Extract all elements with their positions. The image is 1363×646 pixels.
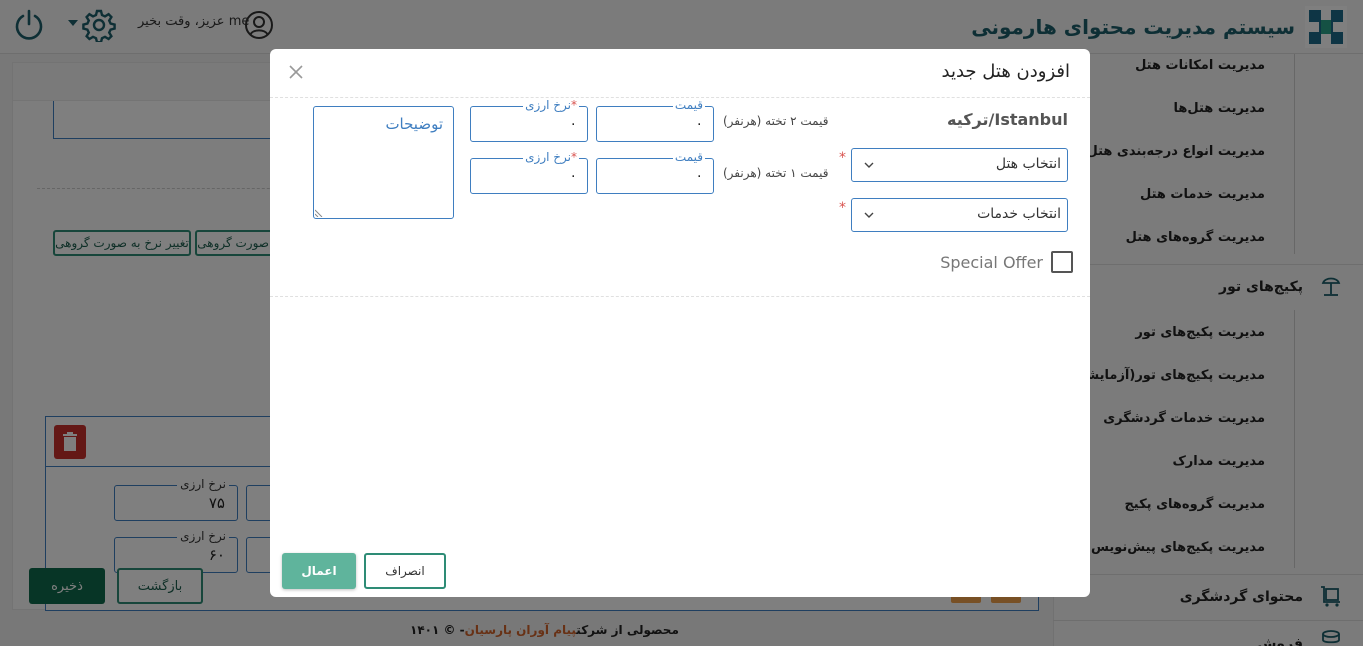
currency-field-label	[523, 98, 579, 112]
price-1bed-field[interactable]	[596, 150, 714, 194]
price-1bed-label: قیمت ۱ تخته (هرنفر)	[723, 166, 829, 180]
description-placeholder: توضیحات	[385, 115, 443, 133]
required-mark: *	[571, 150, 577, 164]
price-field-label: قیمت	[674, 150, 703, 164]
required-mark: *	[839, 200, 846, 216]
modal-body-divider	[270, 296, 1090, 297]
special-offer-option[interactable]	[940, 251, 1073, 273]
hotel-select-placeholder: انتخاب هتل	[995, 156, 1061, 172]
price-1bed-value: ۰	[695, 168, 703, 184]
hotel-select[interactable]	[851, 148, 1068, 182]
add-hotel-modal	[270, 49, 1090, 597]
price-field-label: قیمت	[674, 98, 703, 112]
price-2bed-field[interactable]	[596, 98, 714, 142]
currency-field-label	[523, 150, 579, 164]
currency-2bed-field[interactable]	[470, 98, 588, 142]
destination-label: Istanbul/ترکیه	[947, 110, 1068, 129]
currency-1bed-field[interactable]	[470, 150, 588, 194]
special-offer-label: Special Offer	[940, 252, 1043, 272]
price-2bed-value: ۰	[695, 116, 703, 132]
services-select-placeholder: انتخاب خدمات	[977, 206, 1061, 222]
resize-grip-icon[interactable]	[315, 209, 323, 217]
close-icon[interactable]	[288, 64, 304, 80]
required-mark: *	[571, 98, 577, 112]
services-select[interactable]	[851, 198, 1068, 232]
currency-2bed-value: ۰	[569, 116, 577, 132]
currency-field-label-text: نرخ ارزی	[525, 98, 571, 112]
apply-button[interactable]: اعمال	[282, 553, 356, 589]
special-offer-checkbox[interactable]	[1051, 251, 1073, 273]
currency-1bed-value: ۰	[569, 168, 577, 184]
price-2bed-label: قیمت ۲ تخته (هرنفر)	[723, 114, 829, 128]
currency-field-label-text: نرخ ارزی	[525, 150, 571, 164]
modal-title: افزودن هتل جدید	[941, 61, 1070, 82]
required-mark: *	[839, 150, 846, 166]
description-textarea[interactable]	[313, 106, 454, 219]
cancel-button[interactable]: انصراف	[364, 553, 446, 589]
chevron-down-icon	[864, 211, 874, 219]
chevron-down-icon	[864, 161, 874, 169]
